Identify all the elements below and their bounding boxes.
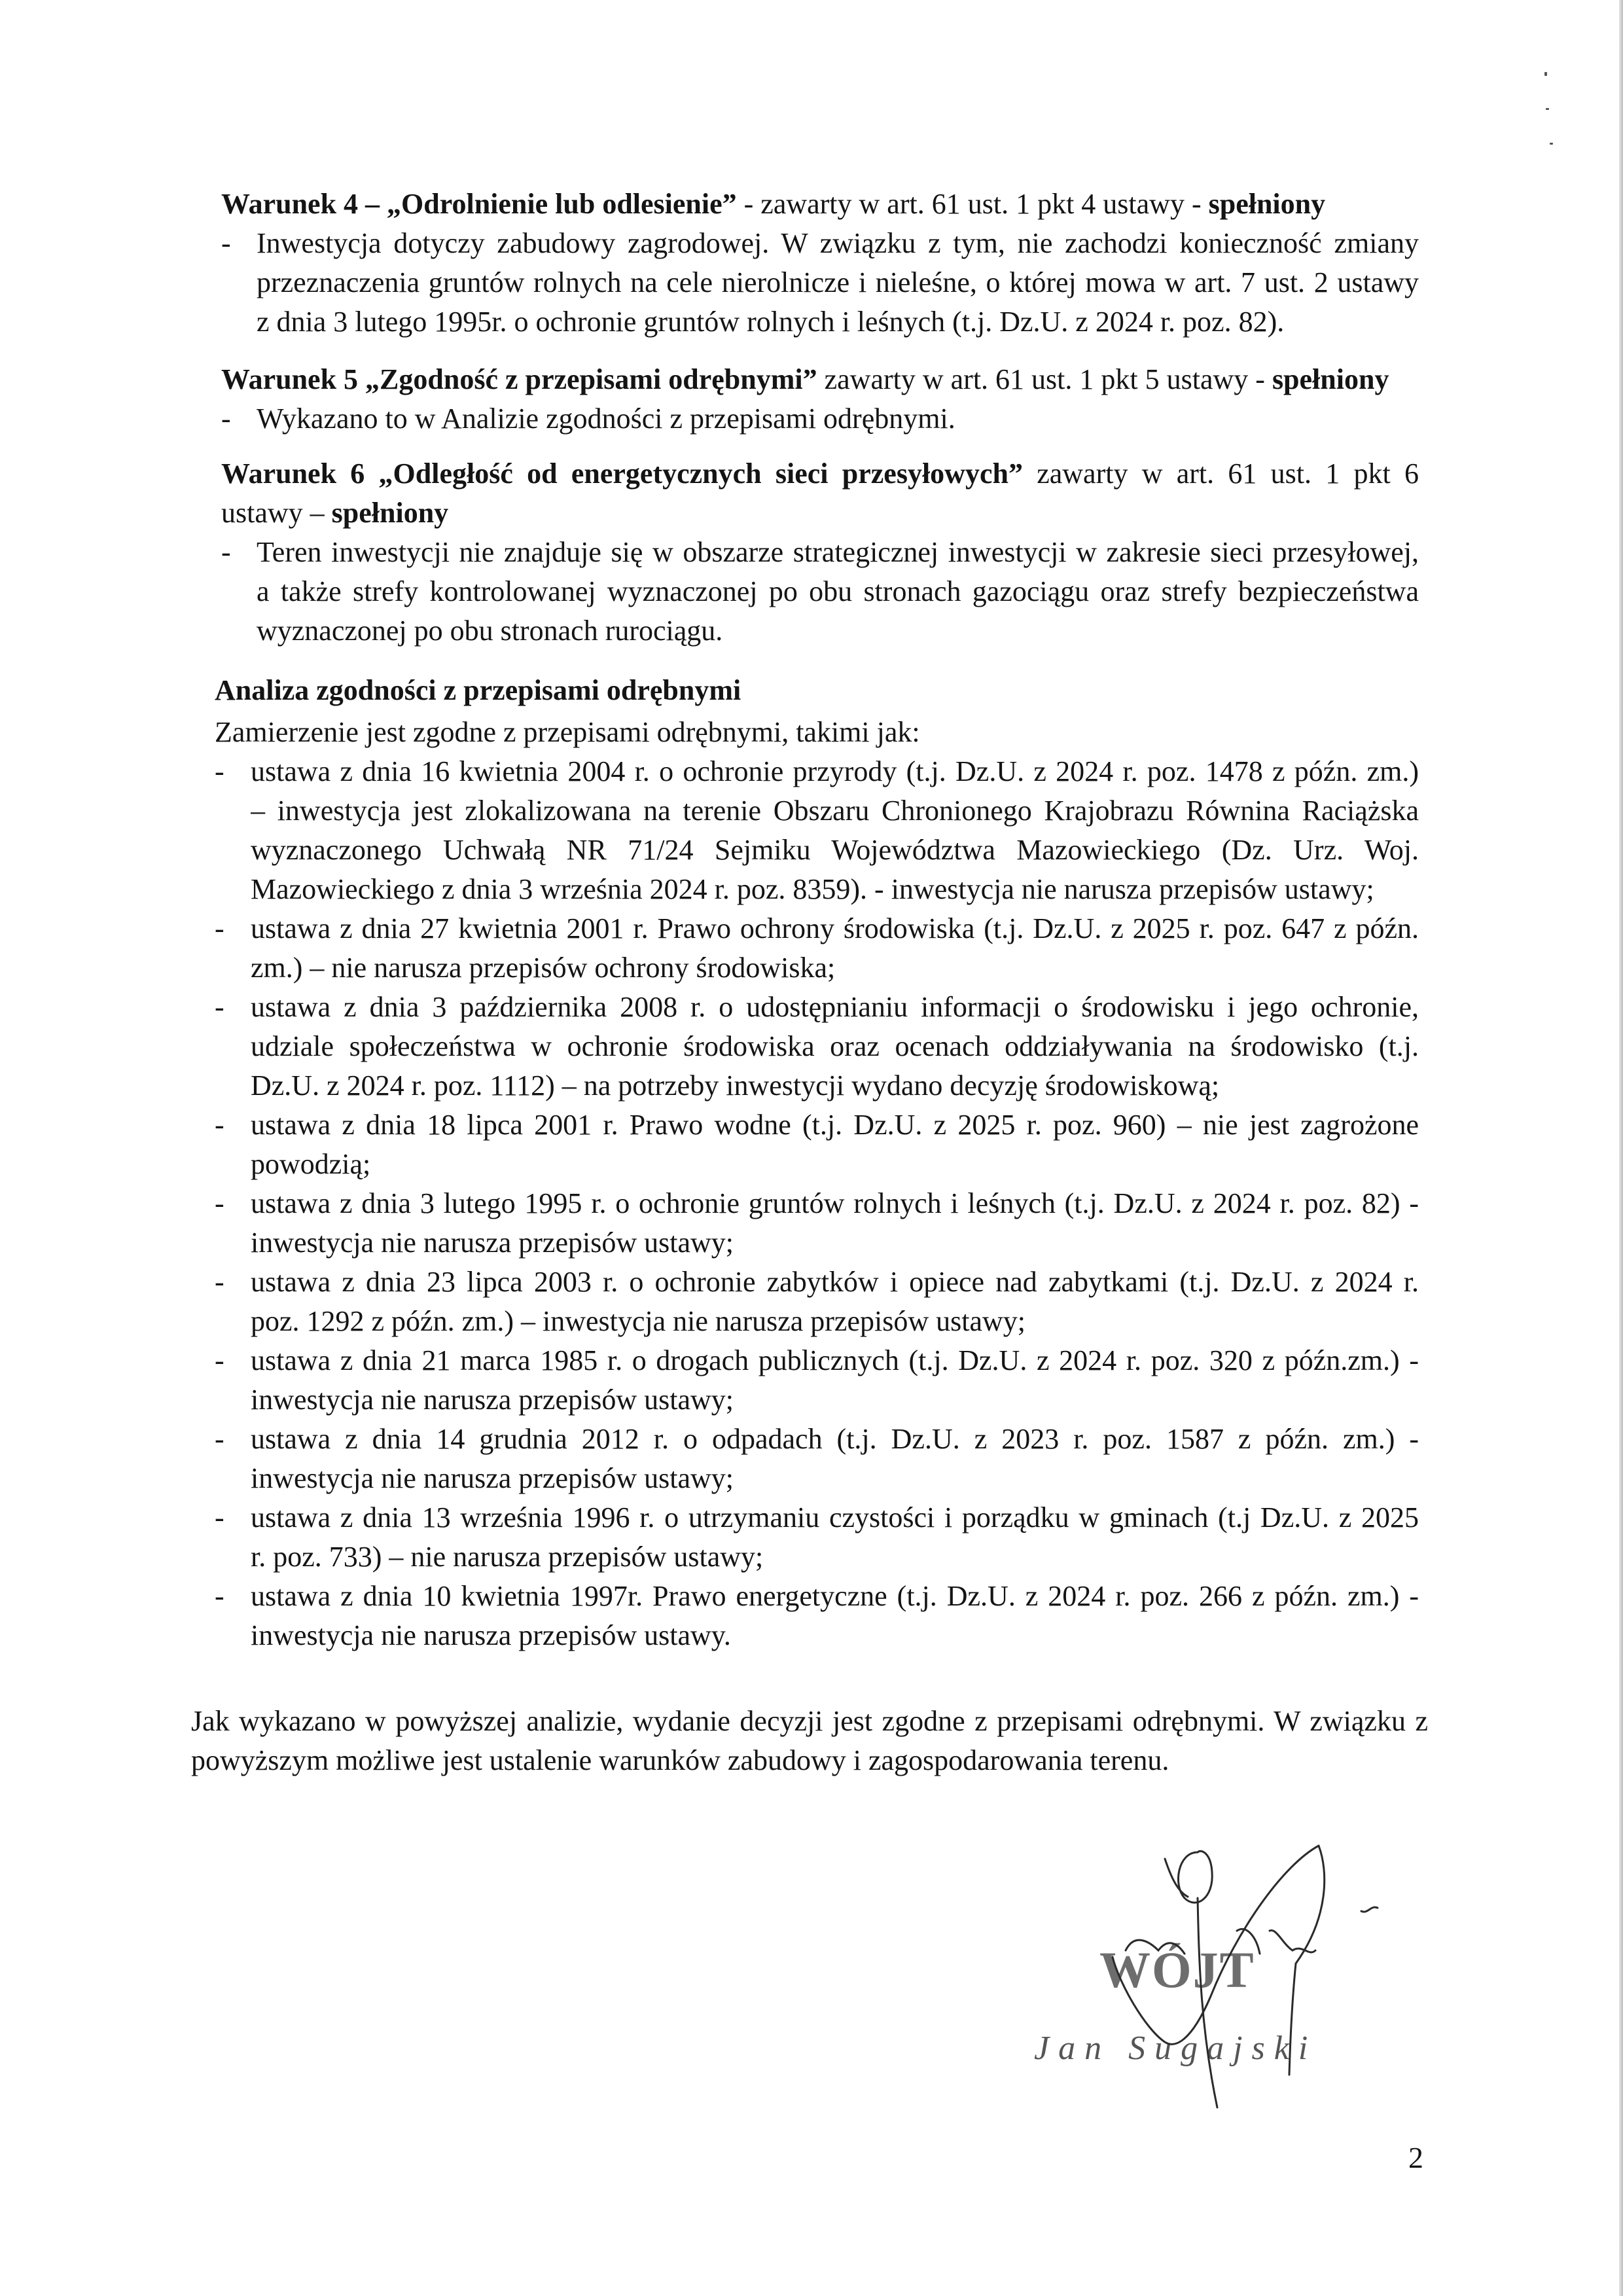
warunek-6-header: Warunek 6 „Odległość od energetycznych sieci przesyłowych” zawarty w art. 61 ust. 1 pkt 6 bbox=[221, 457, 1419, 490]
section-title: Analiza zgodności z przepisami odrębnymi bbox=[215, 674, 741, 706]
list-item-line: ustawa z dnia 23 lipca 2003 r. o ochronie zabytków i opiece nad zabytkami (t.j. Dz.U. z 2024 r. bbox=[251, 1266, 1419, 1298]
list-item-line: ustawa z dnia 3 lutego 1995 r. o ochronie gruntów rolnych i leśnych (t.j. Dz.U. z 2024 r. poz. 82) - bbox=[251, 1187, 1419, 1219]
list-item-line: inwestycja nie narusza przepisów ustawy; bbox=[251, 1462, 734, 1494]
analiza-intro: Zamierzenie jest zgodne z przepisami odrębnymi, takimi jak: bbox=[215, 716, 920, 748]
scan-speck bbox=[1544, 72, 1547, 76]
stamp-title: WÓJT bbox=[1099, 1941, 1255, 1998]
list-item-line: Dz.U. z 2024 r. poz. 1112) – na potrzeby inwestycji wydano decyzję środowiskową; bbox=[251, 1069, 1220, 1102]
warunek-5-header: Warunek 5 „Zgodność z przepisami odrębnymi” zawarty w art. 61 ust. 1 pkt 5 ustawy - spełniony bbox=[221, 363, 1389, 395]
list-item-line: ustawa z dnia 16 kwietnia 2004 r. o ochronie przyrody (t.j. Dz.U. z 2024 r. poz. 1478 z późn. zm.) bbox=[251, 755, 1419, 787]
list-item bbox=[215, 988, 1419, 1105]
warunek-4-header: Warunek 4 – „Odrolnienie lub odlesienie” - zawarty w art. 61 ust. 1 pkt 4 ustawy - spełniony bbox=[221, 188, 1326, 220]
bullet-dash: - bbox=[215, 1501, 224, 1534]
list-item: - Inwestycja dotyczy zabudowy zagrodowej. W związku z tym, nie zachodzi konieczność zmiany przeznaczenia gruntów rolnych na cele nierolnicze i nieleśne, o której mowa w art. 7 ust. 2 ustawy z dnia 3 lutego 1995r. o ochronie gruntów rolnych i leśnych (t.j. Dz.U. z 2024 r. poz. 82). bbox=[221, 224, 1419, 342]
stamp-name: Jan Sugajski bbox=[1034, 2030, 1317, 2067]
list-item: - Teren inwestycji nie znajduje się w obszarze strategicznej inwestycji w zakresie sieci przesyłowej, a także strefy kontrolowanej wyznaczonej po obu stronach gazociągu oraz strefy bezpieczeństwa wyznaczonej po obu stronach rurociągu. bbox=[221, 533, 1419, 651]
list-item-line: ustawa z dnia 13 września 1996 r. o utrzymaniu czystości i porządku w gminach (t.j Dz.U. z 2025 bbox=[251, 1501, 1419, 1534]
list-item-line: udziale społeczeństwa w ochronie środowiska oraz ocenach oddziaływania na środowisko (t.j. bbox=[251, 1030, 1419, 1062]
bullet-dash: - bbox=[221, 227, 231, 259]
list-item bbox=[215, 1341, 1419, 1420]
list-item-line: zm.) – nie narusza przepisów ochrony środowiska; bbox=[251, 952, 836, 984]
list-item-line: inwestycja nie narusza przepisów ustawy; bbox=[251, 1227, 734, 1259]
list-item-line: wyznaczonego Uchwałą NR 71/24 Sejmiku Województwa Mazowieckiego (Dz. Urz. Woj. bbox=[251, 834, 1419, 866]
handwritten-signature-icon bbox=[1021, 1833, 1414, 2134]
bullet-dash: - bbox=[215, 1344, 224, 1376]
list-item-line: ustawa z dnia 21 marca 1985 r. o drogach publicznych (t.j. Dz.U. z 2024 r. poz. 320 z późn.zm.) - bbox=[251, 1344, 1419, 1376]
list-item-line: poz. 1292 z późn. zm.) – inwestycja nie narusza przepisów ustawy; bbox=[251, 1305, 1026, 1337]
list-item bbox=[215, 1263, 1419, 1341]
list-item-line: ustawa z dnia 14 grudnia 2012 r. o odpadach (t.j. Dz.U. z 2023 r. poz. 1587 z późn. zm.) - bbox=[251, 1423, 1419, 1455]
page-number: 2 bbox=[1408, 2141, 1423, 2174]
warunek-4-section bbox=[221, 185, 1419, 342]
list-item-line: – inwestycja jest zlokalizowana na terenie Obszaru Chronionego Krajobrazu Równina Raciążska bbox=[251, 795, 1419, 827]
bullet-dash: - bbox=[221, 403, 231, 435]
list-item-line: powodzią; bbox=[251, 1148, 371, 1180]
list-item-line: inwestycja nie narusza przepisów ustawy. bbox=[251, 1619, 731, 1651]
bullet-dash: - bbox=[215, 1423, 224, 1455]
list-item-line: inwestycja nie narusza przepisów ustawy; bbox=[251, 1384, 734, 1416]
list-item-line: ustawa z dnia 18 lipca 2001 r. Prawo wodne (t.j. Dz.U. z 2025 r. poz. 960) – nie jest zagrożone bbox=[251, 1109, 1419, 1141]
bullet-dash: - bbox=[215, 912, 224, 944]
list-item bbox=[215, 1577, 1419, 1655]
list-item bbox=[215, 1498, 1419, 1577]
conclusion-paragraph: Jak wykazano w powyższej analizie, wydanie decyzji jest zgodne z przepisami odrębnymi. W związku z powyższym możliwe jest ustalenie warunków zabudowy i zagospodarowania terenu. bbox=[191, 1705, 1428, 1776]
bullet-dash: - bbox=[215, 1109, 224, 1141]
list-item bbox=[215, 1420, 1419, 1498]
list-item-line: Mazowieckiego z dnia 3 września 2024 r. poz. 8359). - inwestycja nie narusza przepisów ustawy; bbox=[251, 873, 1374, 905]
list-item-line: ustawa z dnia 3 października 2008 r. o udostępnianiu informacji o środowisku i jego ochronie, bbox=[251, 991, 1419, 1023]
list-item bbox=[215, 752, 1419, 909]
warunek-6-section: Warunek 6 „Odległość od energetycznych sieci przesyłowych” zawarty w art. 61 ust. 1 pkt 6 ustawy – spełniony - Teren inwestycji nie znajduje się w obszarze strategicznej inwestycji w zakresie sieci przesyłowej, a także strefy kontrolowanej wyznaczonej po obu stronach gazociągu oraz strefy bezpieczeństwa wyznaczonej po obu stronach rurociągu. bbox=[221, 454, 1419, 651]
bullet-dash: - bbox=[215, 755, 224, 787]
scan-speck bbox=[1550, 143, 1553, 145]
signature-stamp bbox=[1021, 1833, 1414, 2134]
analiza-section bbox=[215, 671, 1419, 1655]
scan-edge-artifact bbox=[1619, 0, 1623, 2296]
list-item-line: r. poz. 733) – nie narusza przepisów ustawy; bbox=[251, 1541, 764, 1573]
list-item bbox=[215, 909, 1419, 988]
list-item bbox=[215, 1105, 1419, 1184]
list-item-line: ustawa z dnia 27 kwietnia 2001 r. Prawo ochrony środowiska (t.j. Dz.U. z 2025 r. poz. 647 z późn. bbox=[251, 912, 1419, 944]
bullet-dash: - bbox=[215, 1266, 224, 1298]
list-item: - Wykazano to w Analizie zgodności z przepisami odrębnymi. bbox=[221, 399, 1419, 439]
legislation-list bbox=[215, 752, 1419, 1655]
bullet-dash: - bbox=[221, 536, 231, 568]
list-item bbox=[215, 1184, 1419, 1263]
bullet-dash: - bbox=[215, 991, 224, 1023]
bullet-dash: - bbox=[215, 1580, 224, 1612]
bullet-dash: - bbox=[215, 1187, 224, 1219]
scan-speck bbox=[1546, 108, 1549, 110]
list-item-line: ustawa z dnia 10 kwietnia 1997r. Prawo energetyczne (t.j. Dz.U. z 2024 r. poz. 266 z późn. zm.) - bbox=[251, 1580, 1419, 1612]
warunek-5-section bbox=[221, 360, 1419, 439]
